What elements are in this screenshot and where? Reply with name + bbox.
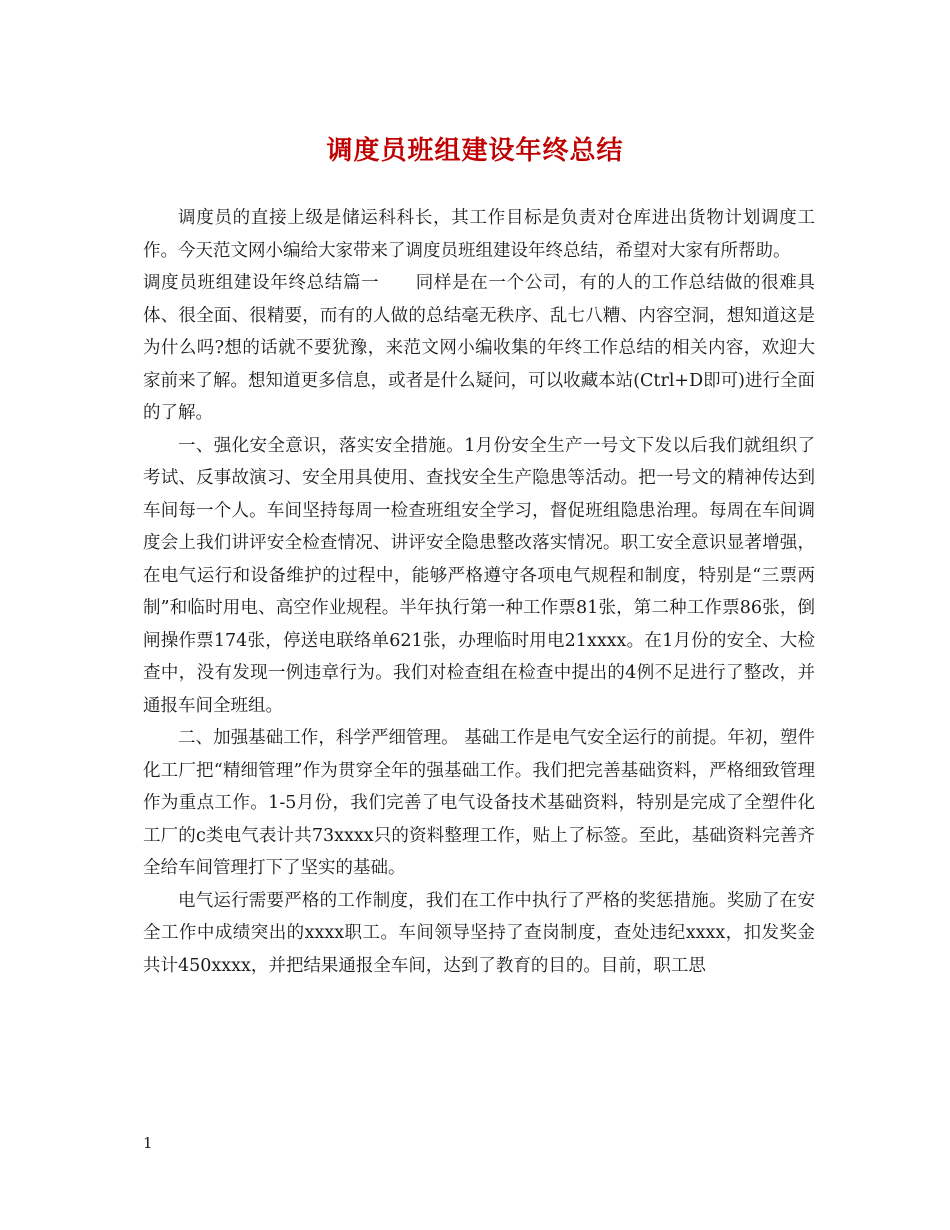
paragraph-intro: 调度员的直接上级是储运科科长，其工作目标是负责对仓库进出货物计划调度工作。今天范文网小编给大家带来了调度员班组建设年终总结，希望对大家有所帮助。 [143,208,815,261]
paragraph-basic-work: 二、加强基础工作，科学严细管理。 基础工作是电气安全运行的前提。年初，塑件化工厂把“精细管理”作为贯穿全年的强基础工作。我们把完善基础资料，严格细致管理作为重点工作。1-5月份，我们完善了电气设备技术基础资料，特别是完成了全塑件化工厂的c类电气表计共73xxxx只的资料整理工作，贴上了标签。至此，基础资料完善齐全给车间管理打下了坚实的基础。 [143,728,815,878]
paragraph-section-one-heading: 调度员班组建设年终总结篇一 同样是在一个公司，有的人的工作总结做的很难具体、很全面、很精要，而有的人做的总结毫无秩序、乱七八糟、内容空洞，想知道这是为什么吗?想的话就不要犹豫，来范文网小编收集的年终工作总结的相关内容，欢迎大家前来了解。想知道更多信息，或者是什么疑问，可以收藏本站(Ctrl+D即可)进行全面的了解。 [143,273,815,423]
document-body [143,202,815,982]
paragraph-safety: 一、强化安全意识，落实安全措施。1月份安全生产一号文下发以后我们就组织了考试、反事故演习、安全用具使用、查找安全生产隐患等活动。把一号文的精神传达到车间每一个人。车间坚持每周一检查班组安全学习，督促班组隐患治理。每周在车间调度会上我们讲评安全检查情况、讲评安全隐患整改落实情况。职工安全意识显著增强，在电气运行和设备维护的过程中，能够严格遵守各项电气规程和制度，特别是“三票两制”和临时用电、高空作业规程。半年执行第一种工作票81张，第二种工作票86张，倒闸操作票174张，停送电联络单621张，办理临时用电21xxxx。在1月份的安全、大检查中，没有发现一例违章行为。我们对检查组在检查中提出的4例不足进行了整改，并通报车间全班组。 [143,435,815,716]
document-title: 调度员班组建设年终总结 [326,136,624,166]
page-number: 1 [143,1134,153,1152]
paragraph-rules: 电气运行需要严格的工作制度，我们在工作中执行了严格的奖惩措施。奖励了在安全工作中成绩突出的xxxx职工。车间领导坚持了查岗制度，查处违纪xxxx，扣发奖金共计450xxxx，并把结果通报全车间，达到了教育的目的。目前，职工思 [143,890,815,976]
